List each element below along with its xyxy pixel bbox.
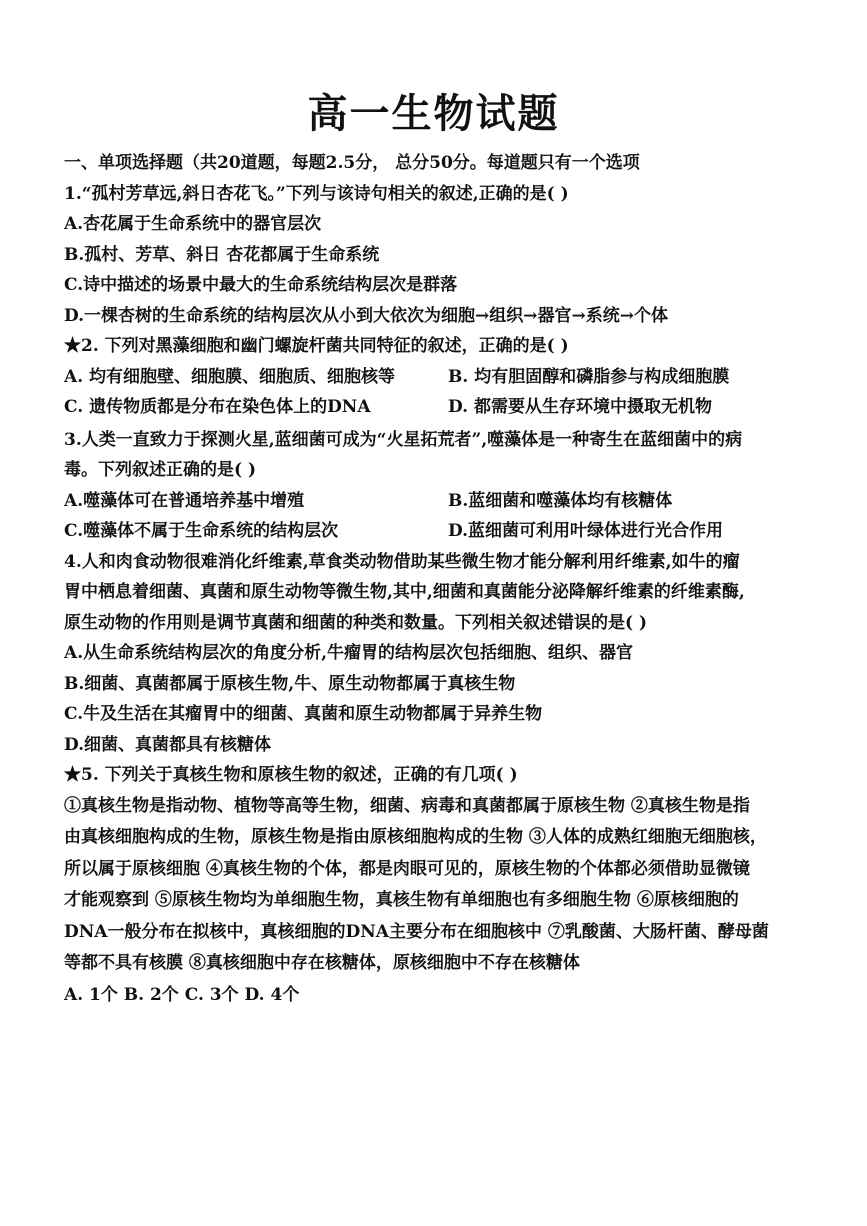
statement-line: ①真核生物是指动物、植物等高等生物，细菌、病毒和真菌都属于原核生物 ②真核生物是指 xyxy=(64,795,750,816)
statement-line: DNA一般分布在拟核中，真核细胞的DNA主要分布在细胞核中 ⑦乳酸菌、大肠杆菌、酵母菌 xyxy=(64,921,769,942)
question-1 xyxy=(64,179,810,332)
question-option: A. 均有细胞壁、细胞膜、细胞质、细胞核等 xyxy=(64,366,396,387)
question-stem: 毒。下列叙述正确的是( ) xyxy=(64,460,257,480)
question-option: D.蓝细菌可利用叶绿体进行光合作用 xyxy=(448,521,724,541)
question-option: C.噬藻体不属于生命系统的结构层次 xyxy=(64,521,339,541)
question-3 xyxy=(64,425,810,547)
question-option: D.细菌、真菌都具有核糖体 xyxy=(64,734,272,755)
answer-options: A. 1个 B. 2个 C. 3个 D. 4个 xyxy=(64,984,300,1005)
option-row xyxy=(64,486,810,517)
question-option: D. 都需要从生存环境中摄取无机物 xyxy=(448,397,712,417)
question-stem: 4.人和肉食动物很难消化纤维素,草食类动物借助某些微生物才能分解利用纤维素,如牛的瘤 xyxy=(64,551,740,572)
option-row xyxy=(64,516,810,547)
question-option: B.细菌、真菌都属于原核生物,牛、原生动物都属于真核生物 xyxy=(64,673,516,694)
question-stem: ★2. 下列对黑藻细胞和幽门螺旋杆菌共同特征的叙述，正确的是( ) xyxy=(64,336,569,356)
question-stem: 1.“孤村芳草远,斜日杏花飞。”下列与该诗句相关的叙述,正确的是( ) xyxy=(64,183,569,204)
statement-line: 才能观察到 ⑤原核生物均为单细胞生物，真核生物有单细胞也有多细胞生物 ⑥原核细胞的 xyxy=(64,890,739,910)
exam-content xyxy=(64,148,810,1010)
question-option: C. 遗传物质都是分布在染色体上的DNA xyxy=(64,397,371,417)
question-option: A.杏花属于生命系统中的器官层次 xyxy=(64,214,322,234)
option-row xyxy=(64,362,810,393)
section-header: 一、单项选择题（共20道题，每题2.5分， 总分50分。每道题只有一个选项 xyxy=(64,153,640,173)
question-option: D.一棵杏树的生命系统的结构层次从小到大依次为细胞→组织→器官→系统→个体 xyxy=(64,305,669,326)
question-5 xyxy=(64,760,810,1010)
question-option: A.噬藻体可在普通培养基中增殖 xyxy=(64,490,305,511)
question-option: B.孤村、芳草、斜日 杏花都属于生命系统 xyxy=(64,244,380,265)
option-row xyxy=(64,392,810,423)
question-option: C.诗中描述的场景中最大的生命系统结构层次是群落 xyxy=(64,275,458,295)
statement-list xyxy=(64,791,810,980)
question-stem: 原生动物的作用则是调节真菌和细菌的种类和数量。下列相关叙述错误的是( ) xyxy=(64,612,648,633)
question-stem: ★5. 下列关于真核生物和原核生物的叙述，正确的有几项( ) xyxy=(64,765,518,785)
statement-line: 由真核细胞构成的生物，原核生物是指由原核细胞构成的生物 ③人体的成熟红细胞无细胞核， xyxy=(64,827,767,847)
question-option: C.牛及生活在其瘤胃中的细菌、真菌和原生动物都属于异养生物 xyxy=(64,704,543,724)
question-4 xyxy=(64,547,810,761)
page-title: 高一生物试题 xyxy=(307,91,560,137)
question-stem: 3.人类一直致力于探测火星,蓝细菌可成为“火星拓荒者”,噬藻体是一种寄生在蓝细菌中的病 xyxy=(64,429,743,450)
question-stem: 胃中栖息着细菌、真菌和原生动物等微生物,其中,细菌和真菌能分泌降解纤维素的纤维素酶, xyxy=(64,582,745,602)
question-option: B. 均有胆固醇和磷脂参与构成细胞膜 xyxy=(448,366,730,387)
statement-line: 所以属于原核细胞 ④真核生物的个体，都是肉眼可见的，原核生物的个体都必须借助显微镜 xyxy=(64,858,750,879)
question-option: A.从生命系统结构层次的角度分析,牛瘤胃的结构层次包括细胞、组织、器官 xyxy=(64,643,634,663)
question-option: B.蓝细菌和噬藻体均有核糖体 xyxy=(448,490,673,511)
statement-line: 等都不具有核膜 ⑧真核细胞中存在核糖体，原核细胞中不存在核糖体 xyxy=(64,953,580,973)
question-2 xyxy=(64,331,810,423)
